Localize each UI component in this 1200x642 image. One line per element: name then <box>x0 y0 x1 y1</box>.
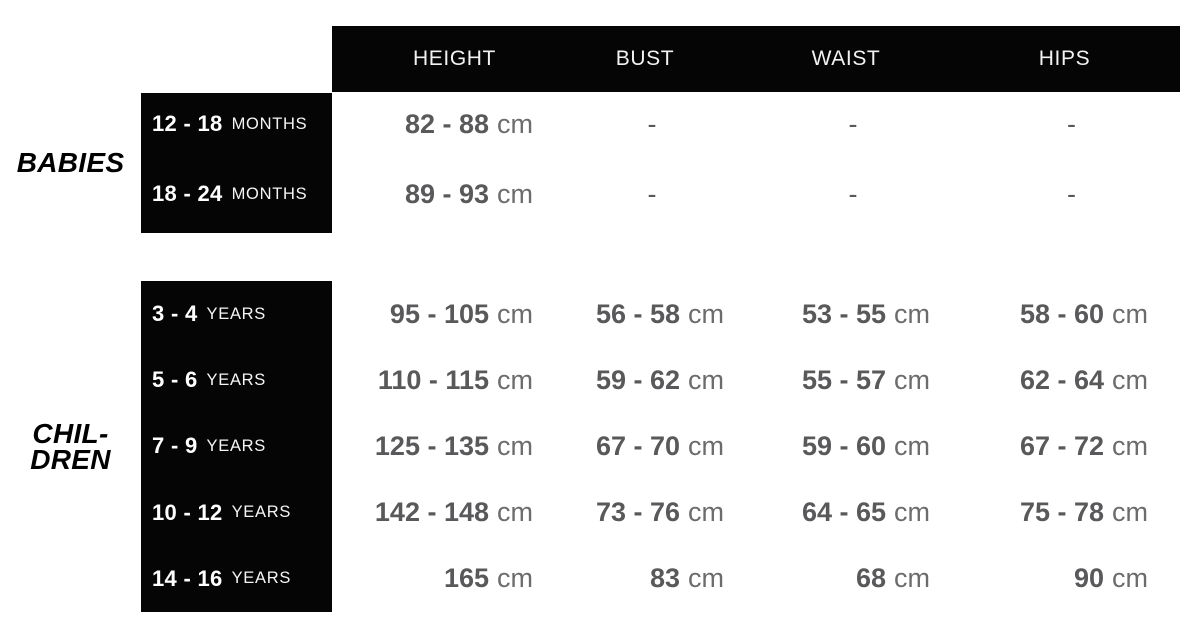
measurement-unit: cm <box>1112 563 1148 594</box>
age-range-numbers: 5 - 6 <box>152 367 198 393</box>
measurement-unit: cm <box>688 497 724 528</box>
measurement-unit: cm <box>1112 298 1148 329</box>
measurement-unit: cm <box>688 563 724 594</box>
age-range-unit: YEARS <box>231 503 292 522</box>
measurement-unit: cm <box>894 563 930 594</box>
measurement-unit: cm <box>497 430 533 461</box>
cell-bust <box>547 480 743 546</box>
column-header-hips: HIPS <box>1038 47 1091 70</box>
data-grid-children <box>332 281 1180 612</box>
measurement-unit: cm <box>894 497 930 528</box>
group-label-babies <box>0 93 141 233</box>
measurement-value: 53 - 55 <box>801 298 886 329</box>
age-range-numbers: 3 - 4 <box>152 301 198 327</box>
age-range-unit: MONTHS <box>231 184 308 203</box>
measurement-value: 125 - 135 <box>374 430 489 461</box>
age-range-unit: YEARS <box>206 370 266 389</box>
no-value-dash: - <box>1067 108 1076 139</box>
measurement-value: 59 - 62 <box>595 364 680 395</box>
cell-waist-empty <box>743 93 949 155</box>
no-value-dash: - <box>1067 178 1076 209</box>
measurement-value: 62 - 64 <box>1019 364 1104 395</box>
column-header-waist: WAIST <box>811 47 881 70</box>
measurement-value: 55 - 57 <box>801 364 886 395</box>
no-value-dash: - <box>848 178 858 209</box>
age-range <box>141 480 332 546</box>
measurement-value: 165 <box>443 563 489 594</box>
cell-hips <box>949 480 1180 546</box>
age-range <box>141 93 332 155</box>
measurement-value: 64 - 65 <box>801 497 886 528</box>
data-grid-babies <box>332 93 1180 233</box>
age-box-children <box>141 281 332 612</box>
age-range-numbers: 10 - 12 <box>152 499 223 525</box>
cell-height <box>332 93 547 155</box>
cell-height <box>332 546 547 612</box>
age-range-unit: YEARS <box>231 569 292 588</box>
cell-hips <box>949 347 1180 413</box>
cell-height <box>332 480 547 546</box>
cell-hips-empty <box>949 93 1180 155</box>
no-value-dash: - <box>647 178 657 209</box>
age-range <box>141 546 332 612</box>
age-range <box>141 413 332 479</box>
group-label-line: BABIES <box>16 147 125 178</box>
age-range-numbers: 7 - 9 <box>152 433 198 459</box>
measurement-unit: cm <box>497 497 533 528</box>
age-range <box>141 281 332 347</box>
cell-hips <box>949 546 1180 612</box>
age-range-numbers: 12 - 18 <box>152 111 223 136</box>
measurement-value: 75 - 78 <box>1019 497 1104 528</box>
measurement-value: 83 <box>649 563 680 594</box>
no-value-dash: - <box>647 108 657 139</box>
measurement-unit: cm <box>688 430 724 461</box>
age-range-unit: YEARS <box>206 436 266 455</box>
measurement-unit: cm <box>688 364 724 395</box>
cell-bust <box>547 413 743 479</box>
group-label-children <box>0 281 141 612</box>
measurement-value: 110 - 115 <box>377 364 489 395</box>
cell-height <box>332 413 547 479</box>
group-label-line: CHIL- <box>32 417 109 449</box>
age-range-unit: YEARS <box>206 304 266 323</box>
age-range-unit: MONTHS <box>231 114 308 133</box>
cell-waist <box>743 413 949 479</box>
cell-bust-empty <box>547 93 743 155</box>
measurement-value: 90 <box>1073 563 1104 594</box>
measurement-value: 56 - 58 <box>595 298 680 329</box>
no-value-dash: - <box>848 108 858 139</box>
cell-bust-empty <box>547 155 743 233</box>
cell-bust <box>547 347 743 413</box>
group-label-line: DREN <box>30 443 111 475</box>
measurement-value: 67 - 70 <box>595 430 680 461</box>
cell-hips <box>949 281 1180 347</box>
cell-height <box>332 281 547 347</box>
cell-hips <box>949 413 1180 479</box>
measurement-unit: cm <box>497 108 533 139</box>
measurement-unit: cm <box>1112 497 1148 528</box>
column-header-bar <box>332 26 1180 92</box>
age-range <box>141 155 332 233</box>
measurement-value: 67 - 72 <box>1019 430 1104 461</box>
measurement-unit: cm <box>497 364 533 395</box>
age-range <box>141 347 332 413</box>
measurement-value: 89 - 93 <box>404 178 489 209</box>
measurement-unit: cm <box>894 430 930 461</box>
column-header-bust: BUST <box>615 47 675 70</box>
measurement-value: 95 - 105 <box>389 298 489 329</box>
measurement-unit: cm <box>688 298 724 329</box>
measurement-value: 82 - 88 <box>404 108 489 139</box>
cell-bust <box>547 281 743 347</box>
measurement-unit: cm <box>497 178 533 209</box>
cell-height <box>332 347 547 413</box>
cell-bust <box>547 546 743 612</box>
column-header-height: HEIGHT <box>413 47 496 70</box>
age-range-numbers: 14 - 16 <box>152 565 223 591</box>
measurement-value: 73 - 76 <box>595 497 680 528</box>
measurement-value: 58 - 60 <box>1019 298 1104 329</box>
measurement-unit: cm <box>894 364 930 395</box>
cell-waist <box>743 480 949 546</box>
cell-waist <box>743 281 949 347</box>
cell-waist <box>743 347 949 413</box>
cell-waist-empty <box>743 155 949 233</box>
measurement-unit: cm <box>497 563 533 594</box>
age-range-numbers: 18 - 24 <box>152 181 223 206</box>
measurement-unit: cm <box>1112 430 1148 461</box>
measurement-value: 59 - 60 <box>801 430 886 461</box>
measurement-value: 68 <box>855 563 886 594</box>
measurement-unit: cm <box>894 298 930 329</box>
cell-waist <box>743 546 949 612</box>
measurement-value: 142 - 148 <box>374 497 489 528</box>
measurement-unit: cm <box>1112 364 1148 395</box>
cell-height <box>332 155 547 233</box>
age-box-babies <box>141 93 332 233</box>
measurement-unit: cm <box>497 298 533 329</box>
cell-hips-empty <box>949 155 1180 233</box>
